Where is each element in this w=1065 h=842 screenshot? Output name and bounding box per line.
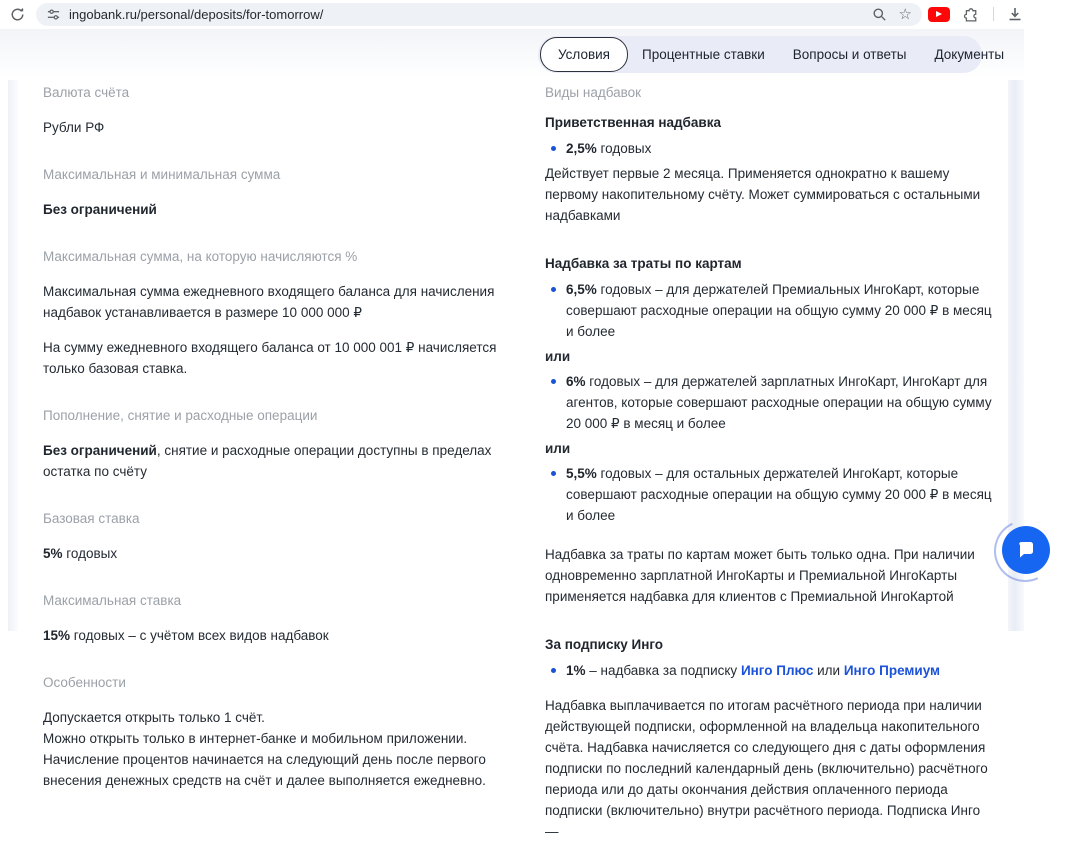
section-tabs [538, 36, 1005, 73]
bullet-dot-icon [551, 379, 556, 384]
ingo-plus-link[interactable]: Инго Плюс [740, 663, 814, 678]
bonus-bullet: 2,5% годовых [545, 138, 993, 159]
or-separator: или [545, 441, 571, 456]
bookmark-star-icon[interactable]: ☆ [898, 6, 912, 23]
tab-usloviya[interactable]: Условия [540, 37, 628, 72]
tab-dokumenty[interactable]: Документы [934, 47, 1005, 62]
card-bonus-note: Надбавка за траты по картам может быть только одна. При наличии одновременно зарплатной ИнгоКарты и Премиальной ИнгоКарты применяется надбавка для клиентов с Премиальной ИнгоКартой [545, 547, 975, 604]
max-rate-section [43, 590, 505, 646]
feature-line: Допускается открыть только 1 счёт. [43, 710, 265, 725]
download-icon[interactable] [1007, 6, 1023, 22]
max-interest-sum-section [43, 246, 505, 379]
feature-line: Можно открыть только в интернет-банке и мобильном приложении. [43, 731, 468, 746]
subscription-bonus-group [545, 634, 993, 842]
features-section [43, 672, 505, 791]
browser-toolbar [0, 0, 1024, 29]
ingo-premium-link[interactable]: Инго Премиум [843, 663, 941, 678]
section-label: Особенности [43, 675, 126, 690]
section-label: Максимальная сумма, на которую начисляются % [43, 249, 358, 264]
section-value: 5% годовых [43, 546, 118, 561]
section-label: Максимальная ставка [43, 593, 182, 608]
section-label: Базовая ставка [43, 511, 140, 526]
min-max-sum-section [43, 164, 505, 220]
zoom-icon[interactable] [872, 7, 887, 22]
base-rate-section [43, 508, 505, 564]
bonuses-label: Виды надбавок [545, 85, 642, 100]
section-value: Без ограничений [43, 202, 157, 217]
page-header [0, 29, 1024, 78]
section-label: Валюта счёта [43, 85, 130, 100]
bonus-bullet: 1% – надбавка за подписку Инго Плюс или Инго Премиум [545, 660, 993, 681]
bonus-description: Действует первые 2 месяца. Применяется однократно к вашему первому накопительному счёту. Может суммироваться с остальными надбавками [545, 166, 981, 223]
operations-section [43, 405, 505, 482]
or-separator: или [545, 349, 571, 364]
youtube-extension-icon[interactable] [928, 7, 950, 22]
url-text[interactable]: ingobank.ru/personal/deposits/for-tomorrow/ [69, 7, 324, 22]
tab-procentnye-stavki[interactable]: Процентные ставки [641, 47, 765, 62]
bullet-dot-icon [551, 471, 556, 476]
currency-section [43, 82, 505, 138]
chat-widget-button[interactable] [1002, 526, 1050, 574]
bonuses-column [545, 82, 993, 842]
paragraph: На сумму ежедневного входящего баланса от 10 000 001 ₽ начисляется только базовая ставка. [43, 340, 497, 376]
bonus-bullet: 6% годовых – для держателей зарплатных ИнгоКарт, ИнгоКарт для агентов, которые совершают расходные операции на общую сумму 20 000 ₽ в месяц и более [545, 371, 993, 434]
section-label: Пополнение, снятие и расходные операции [43, 408, 318, 423]
reload-icon[interactable] [7, 4, 27, 24]
feature-line: Начисление процентов начинается на следующий день после первого внесения денежных средств на счёт и далее выполняется ежедневно. [43, 752, 486, 788]
bonus-bullet: 5,5% годовых – для остальных держателей ИнгоКарт, которые совершают расходные операции на общую сумму 20 000 ₽ в месяц и более [545, 463, 993, 526]
section-value: 15% годовых – с учётом всех видов надбавок [43, 628, 329, 643]
tab-voprosy-i-otvety[interactable]: Вопросы и ответы [792, 47, 907, 62]
welcome-bonus-group [545, 112, 993, 226]
card-spend-bonus-group [545, 253, 993, 607]
toolbar-separator [993, 7, 994, 21]
left-edge-strip [8, 80, 18, 631]
address-bar[interactable] [36, 3, 922, 26]
extensions-puzzle-icon[interactable] [963, 6, 980, 23]
bonus-title: Приветственная надбавка [545, 115, 721, 130]
bonus-title: Надбавка за траты по картам [545, 256, 742, 271]
subscription-description: Надбавка выплачивается по итогам расчётного периода при наличии действующей подписки, оформленной на владельца накопительного счёта. Надбавка начисляется со следующего дня с даты оформления подписки по последний календарный день (включительно) расчётного периода или до даты окончания действия оплаченного периода подписки (включительно) внутри расчётного периода. Подписка Инго — [545, 698, 988, 839]
paragraph: Максимальная сумма ежедневного входящего баланса для начисления надбавок устанавливается в размере 10 000 000 ₽ [43, 284, 495, 320]
bullet-dot-icon [551, 287, 556, 292]
bonus-bullet: 6,5% годовых – для держателей Премиальных ИнгоКарт, которые совершают расходные операции на общую сумму 20 000 ₽ в месяц и более [545, 279, 993, 342]
section-label: Максимальная и минимальная сумма [43, 167, 281, 182]
chat-bubble-icon [1016, 540, 1036, 560]
paragraph: Без ограничений, снятие и расходные операции доступны в пределах остатка по счёту [43, 443, 492, 479]
bonus-title: За подписку Инго [545, 637, 664, 652]
conditions-column [43, 82, 505, 817]
site-settings-icon[interactable] [46, 7, 61, 22]
section-value: Рубли РФ [43, 120, 105, 135]
bullet-dot-icon [551, 668, 556, 673]
bullet-dot-icon [551, 146, 556, 151]
